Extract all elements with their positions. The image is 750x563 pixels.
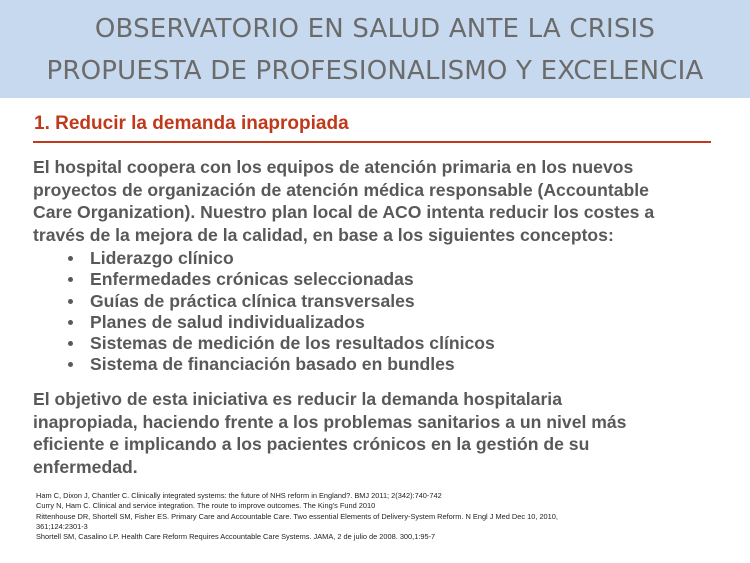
- reference-line: Rittenhouse DR, Shortell SM, Fisher ES. Primary Care and Accountable Care. Two essential Elements of Delivery-System Reform. N Engl J Med Dec 10, 2010,: [36, 511, 558, 521]
- bullet-icon: [68, 341, 73, 346]
- section-heading: 1. Reducir la demanda inapropiada: [34, 113, 349, 134]
- bullet-icon: [68, 362, 73, 367]
- closing-line: inapropiada, haciendo frente a los problemas sanitarios a un nivel más: [33, 411, 627, 432]
- intro-line: proyectos de organización de atención médica responsable (Accountable: [33, 179, 649, 200]
- slide-title-line-2: PROPUESTA DE PROFESIONALISMO Y EXCELENCIA: [46, 56, 704, 86]
- bullet-icon: [68, 320, 73, 325]
- bullet-icon: [68, 277, 73, 282]
- reference-line: Ham C, Dixon J, Chantler C. Clinically integrated systems: the future of NHS reform in England?. BMJ 2011; 2(342):740-742: [36, 491, 442, 500]
- concepts-list: [66, 248, 495, 376]
- concept-item: [66, 312, 495, 333]
- intro-line: través de la mejora de la calidad, en base a los siguientes conceptos:: [33, 224, 614, 245]
- concept-label: Sistema de financiación basado en bundles: [90, 354, 455, 375]
- intro-line: Care Organization). Nuestro plan local de ACO intenta reducir los costes a: [33, 202, 655, 222]
- reference-line: Curry N, Ham C. Clinical and service integration. The route to improve outcomes. The King's Fund 2010: [36, 501, 376, 511]
- slide-title-line-1: OBSERVATORIO EN SALUD ANTE LA CRISIS: [94, 14, 656, 44]
- heading-divider: [33, 141, 711, 143]
- concept-item: [66, 291, 495, 312]
- bullet-icon: [68, 256, 73, 261]
- concept-label: Planes de salud individualizados: [90, 311, 365, 332]
- concept-item: [66, 333, 495, 354]
- references: [36, 491, 726, 542]
- concept-label: Liderazgo clínico: [90, 248, 234, 268]
- bullet-icon: [68, 299, 73, 304]
- concept-label: Sistemas de medición de los resultados clínicos: [90, 333, 495, 354]
- concept-label: Guías de práctica clínica transversales: [90, 290, 415, 311]
- reference-line: 361;124:2301-3: [36, 521, 88, 531]
- intro-paragraph: [33, 156, 723, 246]
- reference-line: Shortell SM, Casalino LP. Health Care Reform Requires Accountable Care Systems. JAMA, 2 de julio de 2008. 300,1:95-7: [36, 532, 436, 542]
- closing-line: eficiente e implicando a los pacientes crónicos en la gestión de su: [33, 434, 590, 454]
- closing-paragraph: [33, 388, 723, 478]
- intro-line: El hospital coopera con los equipos de atención primaria en los nuevos: [33, 157, 634, 177]
- concept-item: [66, 269, 495, 290]
- concept-item: [66, 354, 495, 375]
- title-band: [0, 0, 750, 98]
- concept-item: [66, 248, 495, 269]
- closing-line: enfermedad.: [33, 456, 138, 477]
- closing-line: El objetivo de esta iniciativa es reducir la demanda hospitalaria: [33, 389, 562, 409]
- concept-label: Enfermedades crónicas seleccionadas: [90, 269, 414, 290]
